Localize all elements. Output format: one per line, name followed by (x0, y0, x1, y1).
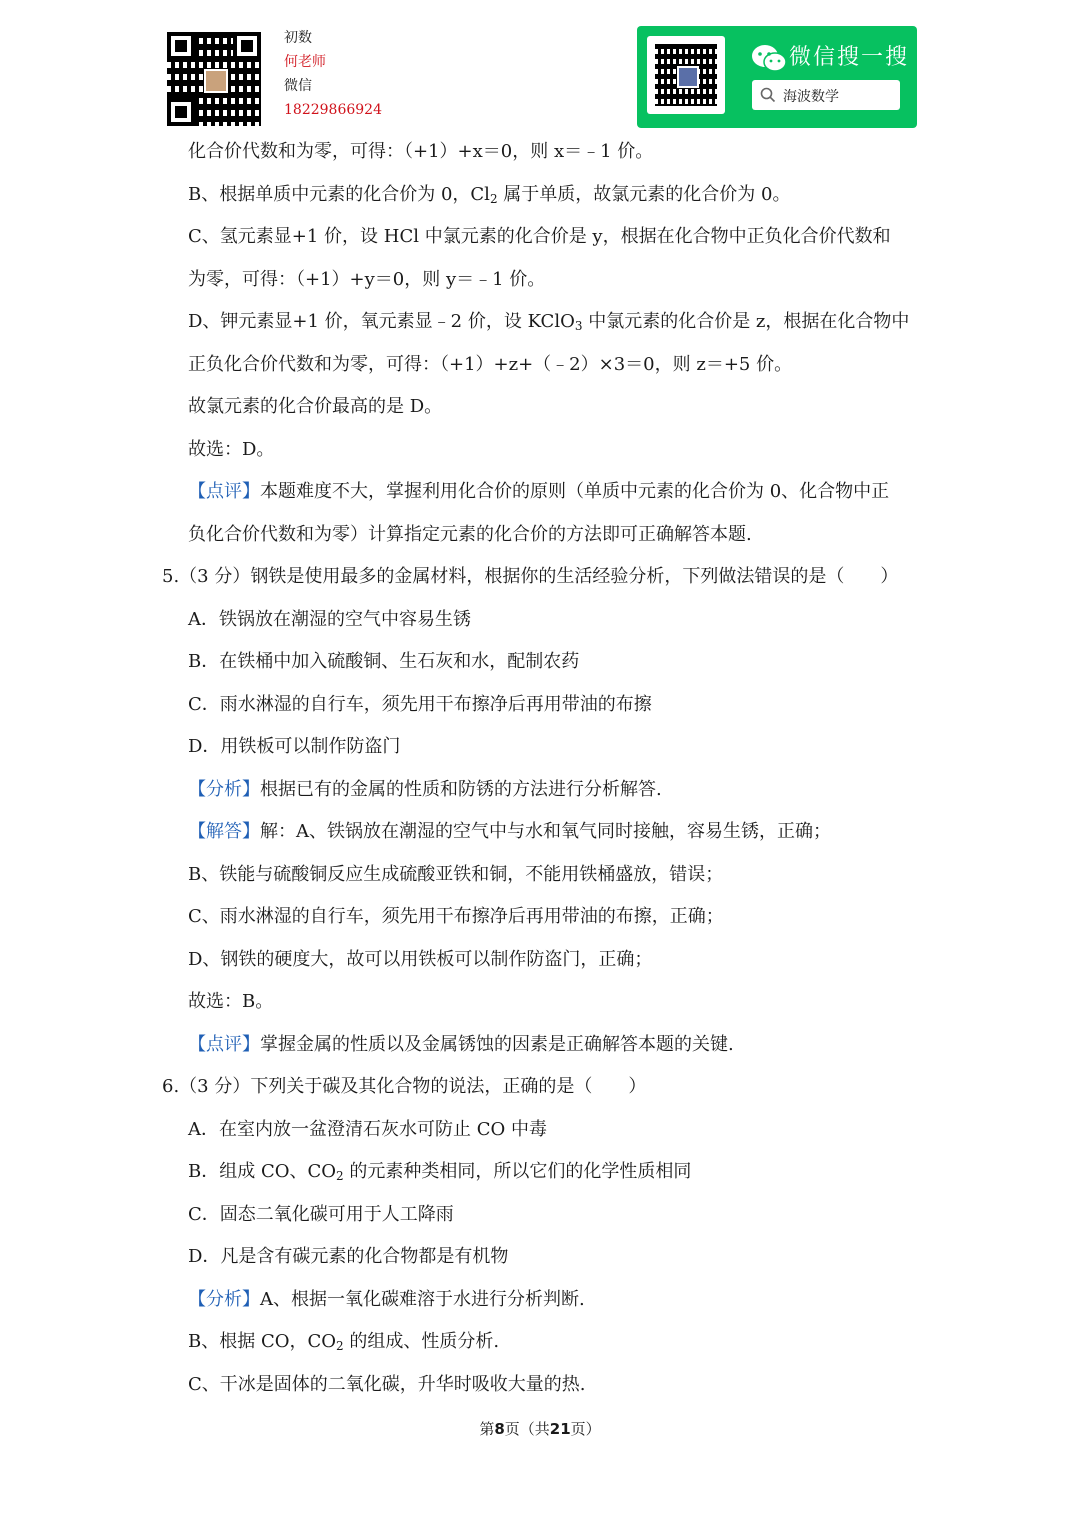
page-number: 8 (494, 1420, 505, 1438)
comment-tag: 【点评】 (188, 1034, 260, 1055)
analysis-tag: 【分析】 (188, 779, 260, 800)
question-5-option-c: C．雨水淋湿的自行车，须先用干布擦净后再用带油的布擦 (188, 694, 652, 715)
question-6-stem: 6.（3 分）下列关于碳及其化合物的说法，正确的是（ ） (162, 1076, 647, 1097)
text-line: B、根据单质中元素的化合价为 0，$Cl_2$ 属于单质，故氯元素的化合价为 0。 (188, 184, 791, 206)
teacher-qr-code (167, 32, 261, 126)
contact-info (284, 26, 382, 122)
text-line: B、根据 CO，$CO_2$ 的组成、性质分析. (188, 1331, 500, 1353)
wechat-search-title: 微信搜一搜 (789, 45, 910, 70)
question-6-option-c: C．固态二氧化碳可用于人工降雨 (188, 1204, 454, 1225)
wechat-qr-code (647, 36, 725, 114)
analysis-line: 【分析】根据已有的金属的性质和防锈的方法进行分析解答. (188, 779, 662, 800)
search-icon (760, 87, 776, 103)
comment-line: 【点评】掌握金属的性质以及金属锈蚀的因素是正确解答本题的关键. (188, 1034, 734, 1055)
question-5-option-b: B．在铁桶中加入硫酸铜、生石灰和水，配制农药 (188, 651, 580, 672)
question-6-option-b: B．组成 CO、$CO_2$ 的元素种类相同，所以它们的化学性质相同 (188, 1161, 692, 1183)
text-line: 负化合价代数和为零）计算指定元素的化合价的方法即可正确解答本题. (188, 524, 752, 545)
page-total: 21 (549, 1420, 571, 1438)
text-line: 化合价代数和为零，可得：（+1）+x＝0，则 x＝﹣1 价。 (188, 141, 654, 162)
wechat-search-banner[interactable] (637, 26, 917, 128)
analysis-tag: 【分析】 (188, 1289, 260, 1310)
contact-subject: 初数 (284, 30, 312, 46)
text-line: 故选：B。 (188, 991, 274, 1012)
avatar (204, 69, 228, 93)
contact-teacher: 何老师 (284, 54, 326, 70)
question-6-option-a: A．在室内放一盆澄清石灰水可防止 CO 中毒 (188, 1119, 547, 1140)
text-line: C、干冰是固体的二氧化碳，升华时吸收大量的热. (188, 1374, 586, 1395)
question-6-option-d: D．凡是含有碳元素的化合物都是有机物 (188, 1246, 509, 1267)
comment-tag: 【点评】 (188, 481, 260, 502)
page-footer: 第8页（共21页） (479, 1420, 601, 1438)
text-line: 正负化合价代数和为零，可得：（+1）+z+（﹣2）×3＝0，则 z＝+5 价。 (188, 354, 793, 375)
question-5-option-a: A．铁锅放在潮湿的空气中容易生锈 (188, 609, 471, 630)
solution-line: 【解答】解：A、铁锅放在潮湿的空气中与水和氧气同时接触，容易生锈，正确； (188, 821, 831, 842)
solution-tag: 【解答】 (188, 821, 260, 842)
contact-wechat-label: 微信 (284, 78, 312, 94)
text-line: 为零，可得：（+1）+y＝0，则 y＝﹣1 价。 (188, 269, 546, 290)
text-line: C、雨水淋湿的自行车，须先用干布擦净后再用带油的布擦，正确； (188, 906, 724, 927)
contact-phone: 18229866924 (284, 102, 382, 118)
text-line: D、钢铁的硬度大，故可以用铁板可以制作防盗门，正确； (188, 949, 653, 970)
wechat-search-text: 海波数学 (783, 89, 839, 105)
analysis-line: 【分析】A、根据一氧化碳难溶于水进行分析判断. (188, 1289, 585, 1310)
text-line: D、钾元素显+1 价，氧元素显﹣2 价，设 KClO$_3$ 中氯元素的化合价是 z，根据在化合物中 (188, 311, 910, 333)
wechat-search-input[interactable] (752, 80, 900, 110)
comment-line: 【点评】本题难度不大，掌握利用化合价的原则（单质中元素的化合价为 0、化合物中正 (188, 481, 890, 502)
page-header (0, 0, 1080, 140)
question-5-option-d: D．用铁板可以制作防盗门 (188, 736, 401, 757)
text-line: 故氯元素的化合价最高的是 D。 (188, 396, 443, 417)
question-5-stem: 5.（3 分）钢铁是使用最多的金属材料，根据你的生活经验分析，下列做法错误的是（ ） (162, 566, 899, 587)
text-line: B、铁能与硫酸铜反应生成硫酸亚铁和铜，不能用铁桶盛放，错误； (188, 864, 724, 885)
text-line: 故选：D。 (188, 439, 275, 460)
text-line: C、氢元素显+1 价，设 HCl 中氯元素的化合价是 y，根据在化合物中正负化合价代数和 (188, 226, 891, 247)
wechat-logo-icon (751, 44, 787, 74)
